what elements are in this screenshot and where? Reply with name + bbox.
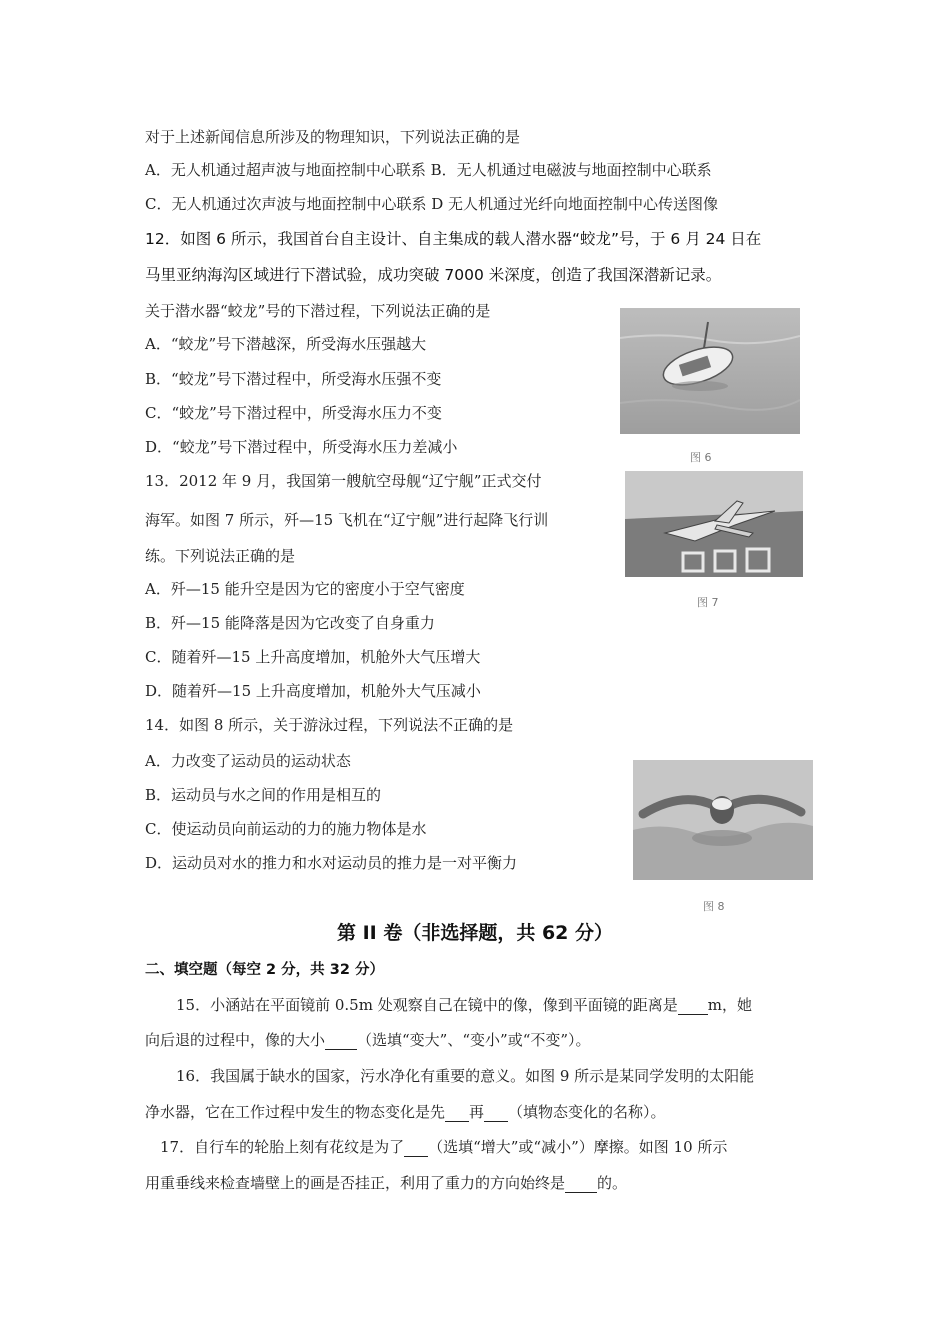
q17-text-2: （选填“增大”或“减小”）摩擦。如图 10 所示 xyxy=(428,1138,728,1156)
q16-text-2: 再 xyxy=(469,1103,485,1121)
q16-line2 xyxy=(145,1102,666,1122)
figure-6-submersible-photo xyxy=(620,308,800,434)
q15-text-4: （选填“变大”、“变小”或“不变”）。 xyxy=(357,1031,591,1049)
q15-blank-1[interactable] xyxy=(678,998,708,1015)
q17-text-1: 17．自行车的轮胎上刻有花纹是为了 xyxy=(160,1138,405,1156)
q14-option-b: B．运动员与水之间的作用是相互的 xyxy=(145,786,382,804)
q12-option-c: C．“蛟龙”号下潜过程中，所受海水压力不变 xyxy=(145,404,442,422)
q15-blank-2[interactable] xyxy=(325,1033,357,1050)
figure-8-swimmer-photo xyxy=(633,760,813,880)
q15-text-3: 向后退的过程中，像的大小 xyxy=(145,1031,326,1049)
q17-blank-2[interactable] xyxy=(565,1176,597,1193)
q12-intro-line1: 12．如图 6 所示，我国首台自主设计、自主集成的载人潜水器“蛟龙”号，于 6 月 24 日在 xyxy=(145,230,762,248)
q12-option-d: D．“蛟龙”号下潜过程中，所受海水压力差减小 xyxy=(145,438,458,456)
q13-stem-line1: 13．2012 年 9 月，我国第一艘航空母舰“辽宁舰”正式交付 xyxy=(145,472,542,490)
q11-stem: 对于上述新闻信息所涉及的物理知识，下列说法正确的是 xyxy=(145,128,521,146)
q14-option-d: D．运动员对水的推力和水对运动员的推力是一对平衡力 xyxy=(145,854,518,872)
q13-stem-line2: 海军。如图 7 所示，歼—15 飞机在“辽宁舰”进行起降飞行训 xyxy=(145,511,549,529)
q16-line1: 16．我国属于缺水的国家，污水净化有重要的意义。如图 9 所示是某同学发明的太阳能 xyxy=(176,1067,755,1085)
q13-stem-line3: 练。下列说法正确的是 xyxy=(145,547,296,565)
q13-option-a: A．歼—15 能升空是因为它的密度小于空气密度 xyxy=(145,580,465,598)
figure-7-jet-on-carrier-photo xyxy=(625,471,803,577)
figure-8-caption: 图 8 xyxy=(703,900,725,913)
q11-options-cd: C．无人机通过次声波与地面控制中心联系 D 无人机通过光纤向地面控制中心传送图像 xyxy=(145,195,719,213)
q16-text-3: （填物态变化的名称）。 xyxy=(508,1103,666,1121)
q14-option-a: A．力改变了运动员的运动状态 xyxy=(145,752,351,770)
q14-stem: 14．如图 8 所示，关于游泳过程，下列说法不正确的是 xyxy=(145,716,514,734)
q12-intro-line2: 马里亚纳海沟区域进行下潜试验，成功突破 7000 米深度，创造了我国深潜新记录。 xyxy=(145,266,722,284)
q13-option-b: B．歼—15 能降落是因为它改变了自身重力 xyxy=(145,614,435,632)
q12-option-b: B．“蛟龙”号下潜过程中，所受海水压强不变 xyxy=(145,370,442,388)
q15-text-2: m，她 xyxy=(707,996,752,1014)
q16-blank-1[interactable] xyxy=(445,1105,469,1122)
q17-line1 xyxy=(160,1137,727,1157)
q13-option-d: D．随着歼—15 上升高度增加，机舱外大气压减小 xyxy=(145,682,481,700)
q15-line2 xyxy=(145,1030,591,1050)
part2-title: 第 II 卷（非选择题，共 62 分） xyxy=(336,922,614,944)
q17-blank-1[interactable] xyxy=(404,1140,428,1157)
figure-6-caption: 图 6 xyxy=(690,451,712,464)
q14-option-c: C．使运动员向前运动的力的施力物体是水 xyxy=(145,820,427,838)
q16-blank-2[interactable] xyxy=(484,1105,508,1122)
q16-text-1: 净水器，它在工作过程中发生的物态变化是先 xyxy=(145,1103,446,1121)
q15-line1 xyxy=(176,995,752,1015)
q15-text-1: 15．小涵站在平面镜前 0.5m 处观察自己在镜中的像，像到平面镜的距离是 xyxy=(176,996,678,1014)
q17-line2 xyxy=(145,1173,627,1193)
q13-option-c: C．随着歼—15 上升高度增加，机舱外大气压增大 xyxy=(145,648,481,666)
q12-option-a: A．“蛟龙”号下潜越深，所受海水压强越大 xyxy=(145,335,427,353)
figure-7-caption: 图 7 xyxy=(697,596,719,609)
q11-options-ab: A．无人机通过超声波与地面控制中心联系 B．无人机通过电磁波与地面控制中心联系 xyxy=(145,161,712,179)
q17-text-3: 用重垂线来检查墙壁上的画是否挂正，利用了重力的方向始终是 xyxy=(145,1174,566,1192)
q12-stem: 关于潜水器“蛟龙”号的下潜过程，下列说法正确的是 xyxy=(145,302,491,320)
fill-in-section-heading: 二、填空题（每空 2 分，共 32 分） xyxy=(145,962,384,978)
q17-text-4: 的。 xyxy=(597,1174,628,1192)
